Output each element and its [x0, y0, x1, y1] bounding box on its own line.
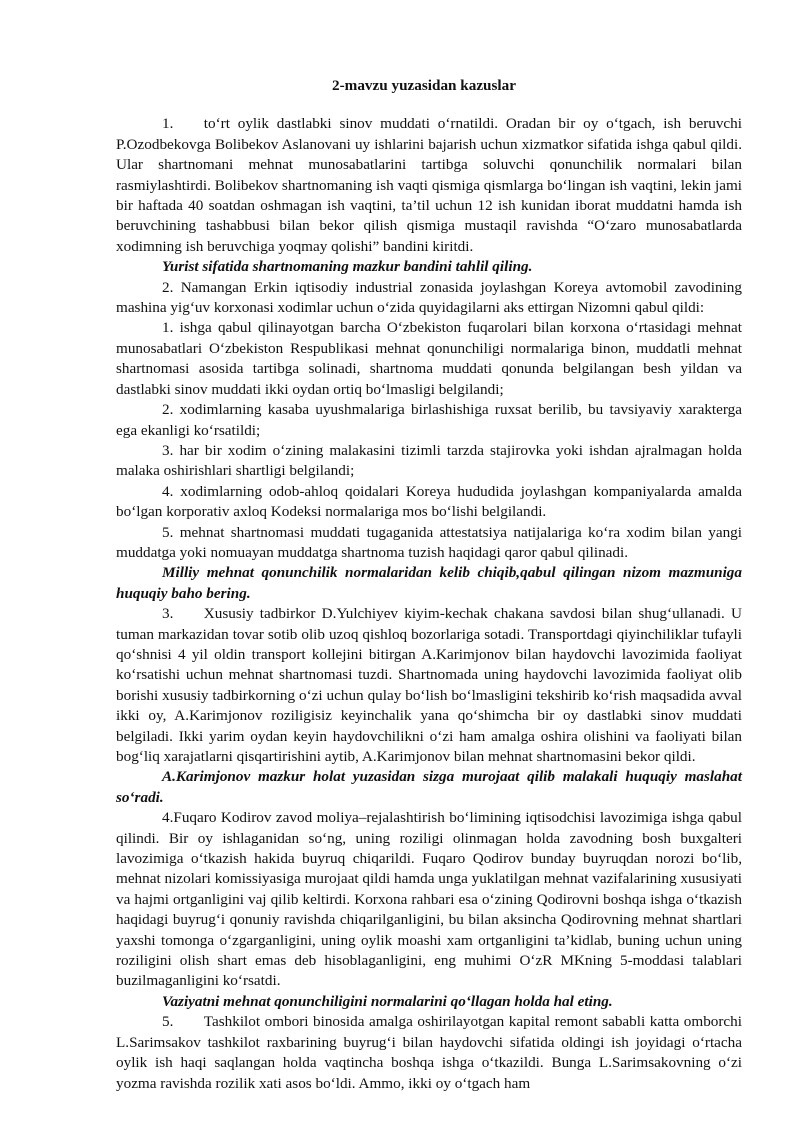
case-2-text: 2. Namangan Erkin iqtisodiy industrial zonasida joylashgan Koreya avtomobil zavodining mashina yig‘uv korxonasi xodimlar uchun o‘zida quyidagilarni aks ettirgan Nizomni qabul qildi:	[116, 278, 742, 317]
case-2-item-5: 5. mehnat shartnomasi muddati tugaganida attestatsiya natijalariga ko‘ra xodim bilan yangi muddatga yoki nomuayan muddatga shartnoma tuzish haqidagi qaror qabul qilinadi.	[116, 523, 742, 561]
case-5-text: 5. Tashkilot ombori binosida amalga oshirilayotgan kapital remont sababli katta omborchi L.Sarimsakov tashkilot raxbarining buyrug‘i bilan haydovchi sifatida oldingi ish joyidagi o‘rtacha oylik ish haqi saqlangan holda vaqtincha boshqa ishga o‘tkazildi. Bunga L.Sarimsakovning o‘zi yozma ravishda rozilik xati asos bo‘ldi. Ammo, ikki oy o‘tgach ham	[116, 1013, 742, 1092]
case-2-question: Milliy mehnat qonunchilik normalaridan kelib chiqib,qabul qilingan nizom mazmuniga huquqiy baho bering.	[116, 564, 742, 602]
case-2-item-4: 4. xodimlarning odob-ahloq qoidalari Koreya hududida joylashgan kompaniyalarda amalda bo‘lgan korporativ axloq Kodeksi normalariga mos bo‘lishi belgilandi.	[116, 482, 742, 521]
case-3-question: A.Karimjonov mazkur holat yuzasidan sizga murojaat qilib malakali huquqiy maslahat so‘radi.	[116, 768, 742, 806]
case-4-question: Vaziyatni mehnat qonunchiligini normalarini qo‘llagan holda hal eting.	[162, 992, 613, 1010]
case-2-item-2: 2. xodimlarning kasaba uyushmalariga birlashishiga ruxsat berilib, bu tavsiyaviy xarakterga ega ekanligi ko‘rsatildi;	[116, 401, 742, 439]
document-title: 2-mavzu yuzasidan kazuslar	[332, 77, 516, 94]
case-3-text: 3. Xususiy tadbirkor D.Yulchiyev kiyim-kechak chakana savdosi bilan shug‘ullanadi. U tuman markazidan tovar sotib olib uzoq qishloq bozorlariga sotadi. Transportdagi qiyinchiliklar tufayli qo‘shnisi 4 yil oldin transport kollejini bitirgan A.Karimjonov bilan haydovchi lavozimida faoliyat ko‘rsatishi uchun mehnat shartnomasi tuzdi. Shartnomada uning haydovchi lavozimida faoliyat olib borishi xususiy tadbirkorning o‘zi uchun qulay bo‘lish bo‘lmasligini tekshirib ko‘rish maqsadida avval ikki oy, A.Karimjonov roziligisiz keyinchalik yana qo‘shimcha bir oy dastlabki sinov muddati belgiladi. Ikki yarim oydan keyin haydovchilikni o‘zi ham amalga oshira olishini va faoliyati bilan bog‘liq xarajatlarni qisqartirishini aytib, A.Karimjonov bilan mehnat shartnomasini bekor qildi.	[116, 605, 742, 765]
case-2-item-3: 3. har bir xodim o‘zining malakasini tizimli tarzda stajirovka yoki ishdan ajralmagan holda malaka oshirishlari shartligi belgilandi;	[116, 441, 742, 480]
case-4-text: 4.Fuqaro Kodirov zavod moliya–rejalashtirish bo‘limining iqtisodchisi lavozimiga ishga qabul qilindi. Bir oy ishlaganidan so‘ng, uning roziligi olinmagan holda zavodning bosh buxgalteri lavozimiga o‘tkazish hakida buyruq chiqarildi. Fuqaro Qodirov bunday buyruqdan norozi bo‘lib, mehnat nizolari komissiyasiga murojaat qildi hamda unga yuklatilgan mehnat vazifalarining xususiyati va hajmi ortganligini vaj qilib keltirdi. Korxona rahbari esa o‘zining Qodirovni boshqa ishga o‘tkazish haqidagi buyrug‘i qonuniy ravishda chiqarilganligini, bu bilan aksincha Qodirovning mehnat shartlari yaxshi tomonga o‘zgarganligini, uning oylik moashi xam ortganligini ta’kidlab, buning uchun uning roziligini olish shart emas deb hisoblaganligini, eng muhimi O‘zR MKning 5-moddasi talablari buzilmaganligini ko‘rsatdi.	[116, 809, 742, 990]
case-1-question: Yurist sifatida shartnomaning mazkur bandini tahlil qiling.	[162, 258, 533, 276]
case-1-text: 1. to‘rt oylik dastlabki sinov muddati o‘rnatildi. Oradan bir oy o‘tgach, ish beruvchi P.Ozodbekovga Bolibekov Aslanovani uy ishlarini bajarish uchun xizmatkor sifatida ishga qabul qildi. Ular shartnomani mehnat munosabatlarini tartibga soluvchi qonunchilik normalari bilan rasmiylashtirdi. Bolibekov shartnomaning ish vaqti qismiga qismlarga bo‘lingan ish vaqtini, lekin jami bir haftada 40 soatdan oshmagan ish vaqtini, ta’til uchun 12 ish kunidan iborat muddatni hamda ish beruvchining tashabbusi bilan bekor qilish qismiga mustaqil ravishda “O‘zaro munosabatlarda xodimning ish beruvchiga yoqmay qolishi” bandini kiritdi.	[116, 115, 742, 255]
case-2-item-1: 1. ishga qabul qilinayotgan barcha O‘zbekiston fuqarolari bilan korxona o‘rtasidagi mehnat munosabatlari O‘zbekiston Respublikasi mehnat qonunchiligi normalariga binon, muddatli mehnat shartnomasi asosida tartibga solinadi, shartnoma muddati qonunda belgilangan besh yildan va dastlabki sinov muddati ikki oydan ortiq bo‘lmasligi belgilandi;	[116, 319, 742, 398]
